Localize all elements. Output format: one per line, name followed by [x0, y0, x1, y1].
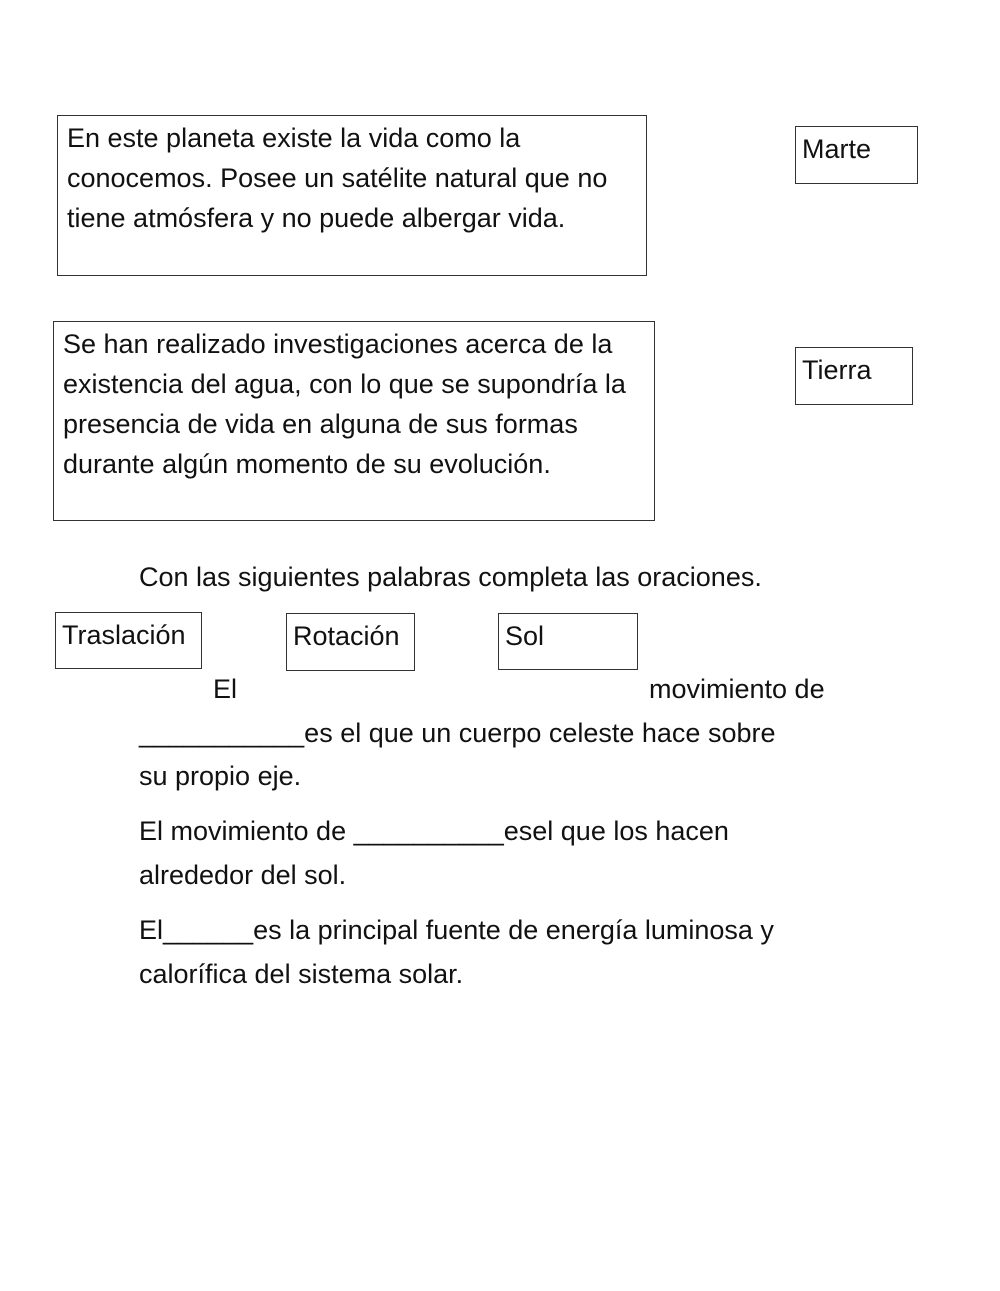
answer-label-tierra: Tierra — [802, 355, 872, 385]
clue-text-2: Se han realizado investigaciones acerca de la existencia del agua, con lo que se supondría la presencia de vida en alguna de sus formas durante algún momento de su evolución. — [63, 329, 626, 479]
sentence1-middle: movimiento de — [649, 674, 825, 704]
word-label-traslacion: Traslación — [62, 620, 186, 650]
sentence2-line1: El movimiento de __________esel que los hacen — [139, 816, 729, 846]
clue-box-2 — [53, 321, 655, 521]
answer-box-tierra[interactable] — [795, 347, 913, 405]
instruction-text: Con las siguientes palabras completa las oraciones. — [139, 562, 762, 592]
clue-box-1 — [57, 115, 647, 276]
word-box-traslacion[interactable] — [55, 612, 202, 669]
word-label-rotacion: Rotación — [293, 621, 400, 651]
clue-text-1: En este planeta existe la vida como la conocemos. Posee un satélite natural que no tiene atmósfera y no puede albergar vida. — [67, 123, 608, 233]
sentence1-start: El — [213, 674, 238, 704]
word-box-rotacion[interactable] — [286, 613, 415, 671]
sentence2-line2: alrededor del sol. — [139, 860, 347, 890]
word-label-sol: Sol — [505, 621, 545, 651]
sentence3-line1: El______es la principal fuente de energía luminosa y — [139, 915, 774, 945]
sentence1-line3: su propio eje. — [139, 761, 302, 791]
sentence3-line2: calorífica del sistema solar. — [139, 959, 464, 989]
answer-label-marte: Marte — [802, 134, 872, 164]
sentence1-line2: ___________es el que un cuerpo celeste hace sobre — [139, 718, 776, 748]
word-box-sol[interactable] — [498, 613, 638, 670]
answer-box-marte[interactable] — [795, 126, 918, 184]
